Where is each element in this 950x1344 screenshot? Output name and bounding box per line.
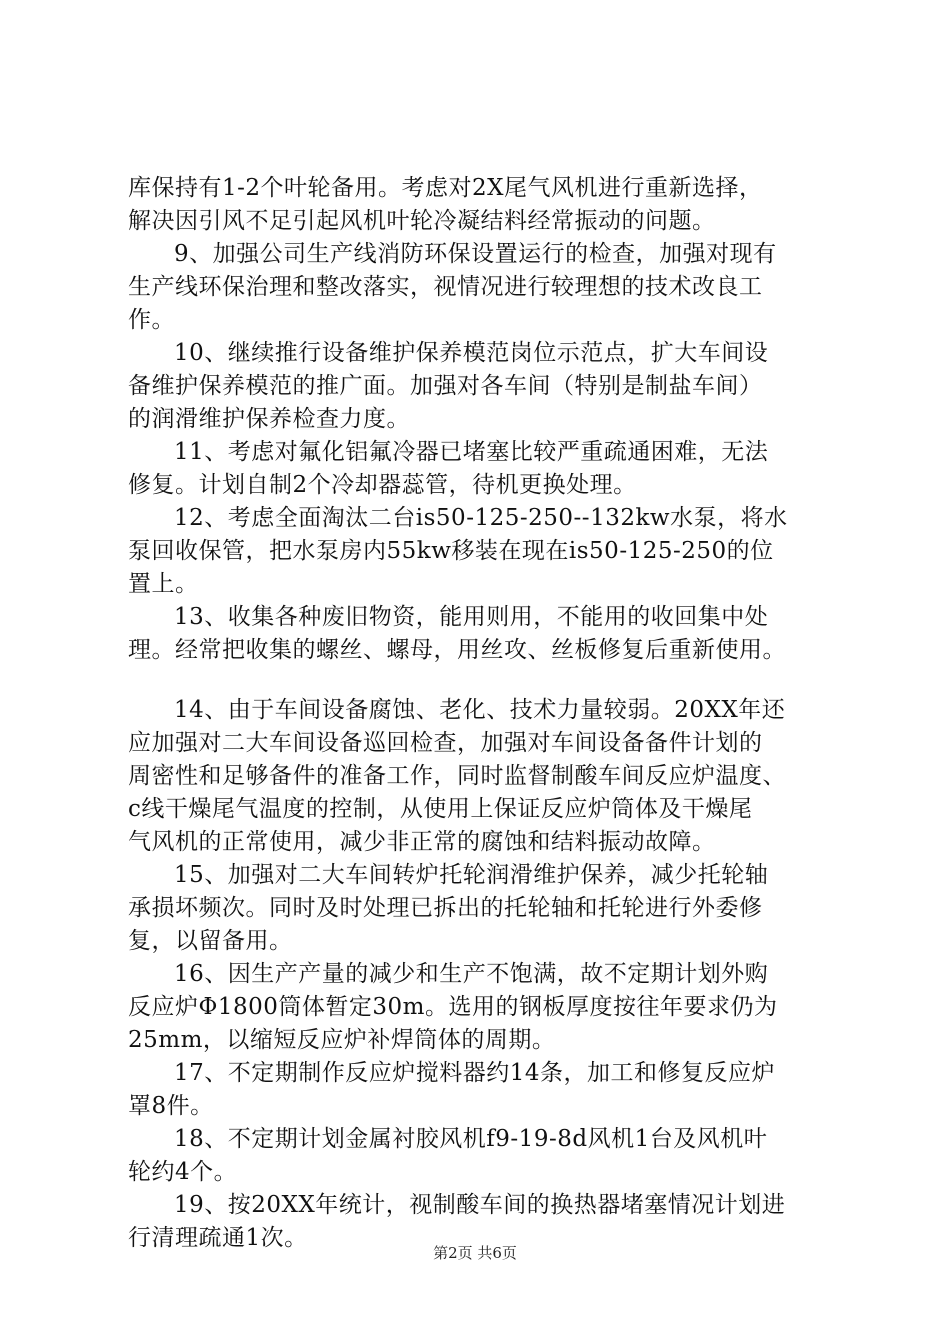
text-line: 复，以留备用。 — [128, 928, 293, 954]
text-line: 反应炉Φ1800筒体暂定30m。选用的钢板厚度按往年要求仍为 — [128, 994, 778, 1020]
text-line: 11、考虑对氟化铝氟冷器已堵塞比较严重疏通困难，无法 — [174, 439, 769, 465]
text-line: 14、由于车间设备腐蚀、老化、技术力量较弱。20XX年还 — [174, 697, 786, 723]
text-line: 10、继续推行设备维护保养模范岗位示范点，扩大车间设 — [174, 340, 769, 366]
page-number-footer: 第2页 共6页 — [433, 1244, 517, 1262]
text-line: 罩8件。 — [128, 1093, 214, 1119]
text-line: 库保持有1-2个叶轮备用。考虑对2X尾气风机进行重新选择， — [128, 175, 763, 201]
text-line: 25mm，以缩短反应炉补焊筒体的周期。 — [128, 1027, 556, 1053]
text-line: 周密性和足够备件的准备工作，同时监督制酸车间反应炉温度、 — [128, 763, 786, 789]
text-line: 行清理疏通1次。 — [128, 1225, 308, 1251]
text-line: 15、加强对二大车间转炉托轮润滑维护保养，减少托轮轴 — [174, 862, 769, 888]
text-line: 19、按20XX年统计，视制酸车间的换热器堵塞情况计划进 — [174, 1192, 786, 1218]
text-line: 的润滑维护保养检查力度。 — [128, 406, 410, 432]
text-line: 生产线环保治理和整改落实，视情况进行较理想的技术改良工 — [128, 274, 763, 300]
text-line: 13、收集各种废旧物资，能用则用，不能用的收回集中处 — [174, 604, 769, 630]
text-line: 气风机的正常使用，减少非正常的腐蚀和结料振动故障。 — [128, 829, 716, 855]
text-line: 解决因引风不足引起风机叶轮冷凝结料经常振动的问题。 — [128, 208, 716, 234]
text-line: 作。 — [128, 307, 175, 333]
text-line: 18、不定期计划金属衬胶风机f9-19-8d风机1台及风机叶 — [174, 1126, 768, 1152]
text-line: c线干燥尾气温度的控制，从使用上保证反应炉筒体及干燥尾 — [128, 796, 753, 822]
text-line: 泵回收保管，把水泵房内55kw移装在现在is50-125-250的位 — [128, 538, 774, 564]
text-line: 12、考虑全面淘汰二台is50-125-250--132kw水泵，将水 — [174, 505, 788, 531]
text-line: 承损坏频次。同时及时处理已拆出的托轮轴和托轮进行外委修 — [128, 895, 763, 921]
text-line: 17、不定期制作反应炉搅料器约14条，加工和修复反应炉 — [174, 1060, 776, 1086]
text-line: 16、因生产产量的减少和生产不饱满，故不定期计划外购 — [174, 961, 769, 987]
text-line: 理。经常把收集的螺丝、螺母，用丝攻、丝板修复后重新使用。 — [128, 637, 786, 663]
text-line: 备维护保养模范的推广面。加强对各车间（特别是制盐车间） — [128, 373, 763, 399]
text-line: 轮约4个。 — [128, 1159, 238, 1185]
text-line: 置上。 — [128, 571, 199, 597]
text-line: 修复。计划自制2个冷却器蕊管，待机更换处理。 — [128, 472, 637, 498]
text-line: 应加强对二大车间设备巡回检查，加强对车间设备备件计划的 — [128, 730, 763, 756]
text-line: 9、加强公司生产线消防环保设置运行的检查，加强对现有 — [174, 241, 777, 267]
